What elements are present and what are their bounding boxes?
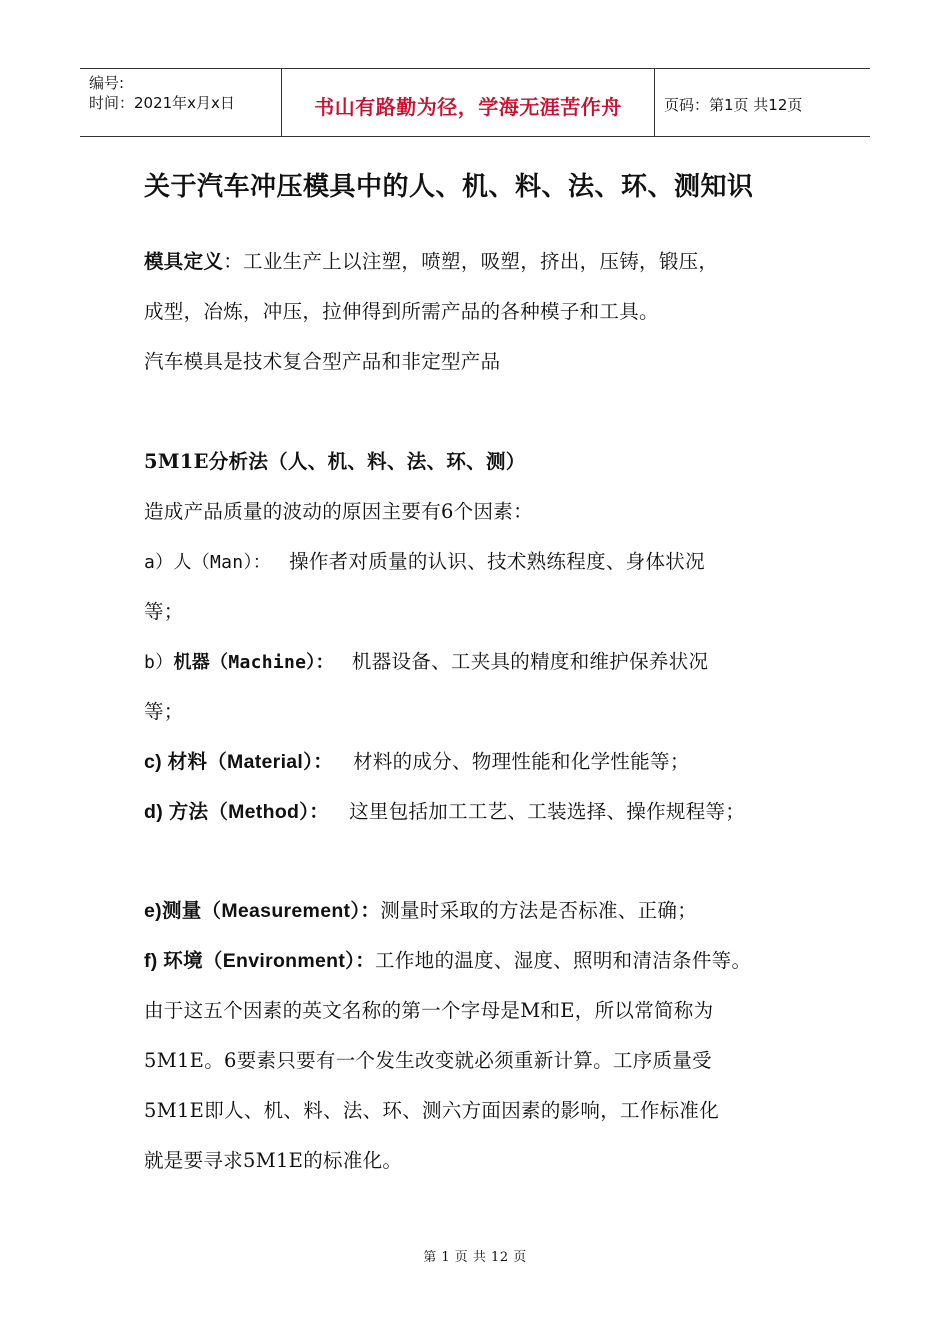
factor-a — [144, 546, 705, 574]
cause-intro: 造成产品质量的波动的原因主要有6个因素： — [144, 500, 533, 523]
factor-b-prefix: b） — [144, 652, 174, 673]
summary-line-3: 5M1E即人、机、料、法、环、测六方面因素的影响，工作标准化 — [144, 1099, 720, 1122]
auto-mold-text: 汽车模具是技术复合型产品和非定型产品 — [144, 350, 501, 373]
factor-e-label: e)测量（Measurement）： — [144, 900, 381, 922]
factor-e — [144, 895, 697, 923]
page-footer: 第 1 页 共 12 页 — [423, 1250, 527, 1265]
factor-f-desc: 工作地的温度、湿度、照明和清洁条件等。 — [375, 949, 752, 972]
document-header-table — [80, 68, 870, 137]
factor-b — [144, 646, 708, 674]
definition-line-2: 成型，冶炼，冲压，拉伸得到所需产品的各种模子和工具。 — [144, 300, 659, 323]
header-page-info: 页码：第1页 共12页 — [664, 96, 803, 114]
summary-line-2: 5M1E。6要素只要有一个发生改变就必须重新计算。工序质量受 — [144, 1049, 712, 1072]
factor-e-desc: 测量时采取的方法是否标准、正确； — [380, 899, 698, 922]
factor-c-desc: 材料的成分、物理性能和化学性能等； — [353, 750, 690, 773]
summary-line-4: 就是要寻求5M1E的标准化。 — [144, 1149, 403, 1172]
definition-label: 模具定义 — [144, 251, 224, 273]
factor-f — [144, 945, 751, 973]
definition-colon: ： — [223, 250, 244, 273]
document-title: 关于汽车冲压模具中的人、机、料、法、环、测知识 — [144, 172, 754, 202]
factor-a-desc: 操作者对质量的认识、技术熟练程度、身体状况 — [289, 550, 705, 573]
factor-b-desc: 机器设备、工夹具的精度和维护保养状况 — [351, 650, 709, 673]
summary-line-1: 由于这五个因素的英文名称的第一个字母是M和E，所以常简称为 — [144, 999, 714, 1022]
header-motto: 书山有路勤为径，学海无涯苦作舟 — [314, 95, 622, 119]
header-number-label: 编号: — [89, 74, 125, 92]
factor-c — [144, 746, 690, 774]
factor-b-cont: 等； — [144, 700, 184, 723]
analysis-heading: 5M1E分析法（人、机、料、法、环、测） — [144, 450, 526, 473]
header-divider — [654, 69, 655, 136]
factor-d-label: d) 方法（Method）： — [144, 801, 330, 823]
factor-f-label: f) 环境（Environment）： — [144, 950, 376, 972]
factor-b-name: 机器（Machine）： — [173, 652, 334, 673]
factor-a-prefix: a） — [144, 552, 174, 573]
definition-line-1 — [144, 246, 718, 274]
factor-a-cont: 等； — [144, 600, 184, 623]
header-time-label: 时间：2021年x月x日 — [89, 94, 235, 112]
factor-d — [144, 796, 745, 824]
factor-d-desc: 这里包括加工工艺、工装选择、操作规程等； — [349, 800, 746, 823]
factor-c-label: c) 材料（Material）： — [144, 751, 334, 773]
header-meta — [89, 73, 235, 113]
definition-text-1: 工业生产上以注塑，喷塑，吸塑，挤出，压铸，锻压， — [243, 250, 719, 273]
factor-a-name: 人（Man）： — [173, 552, 272, 573]
